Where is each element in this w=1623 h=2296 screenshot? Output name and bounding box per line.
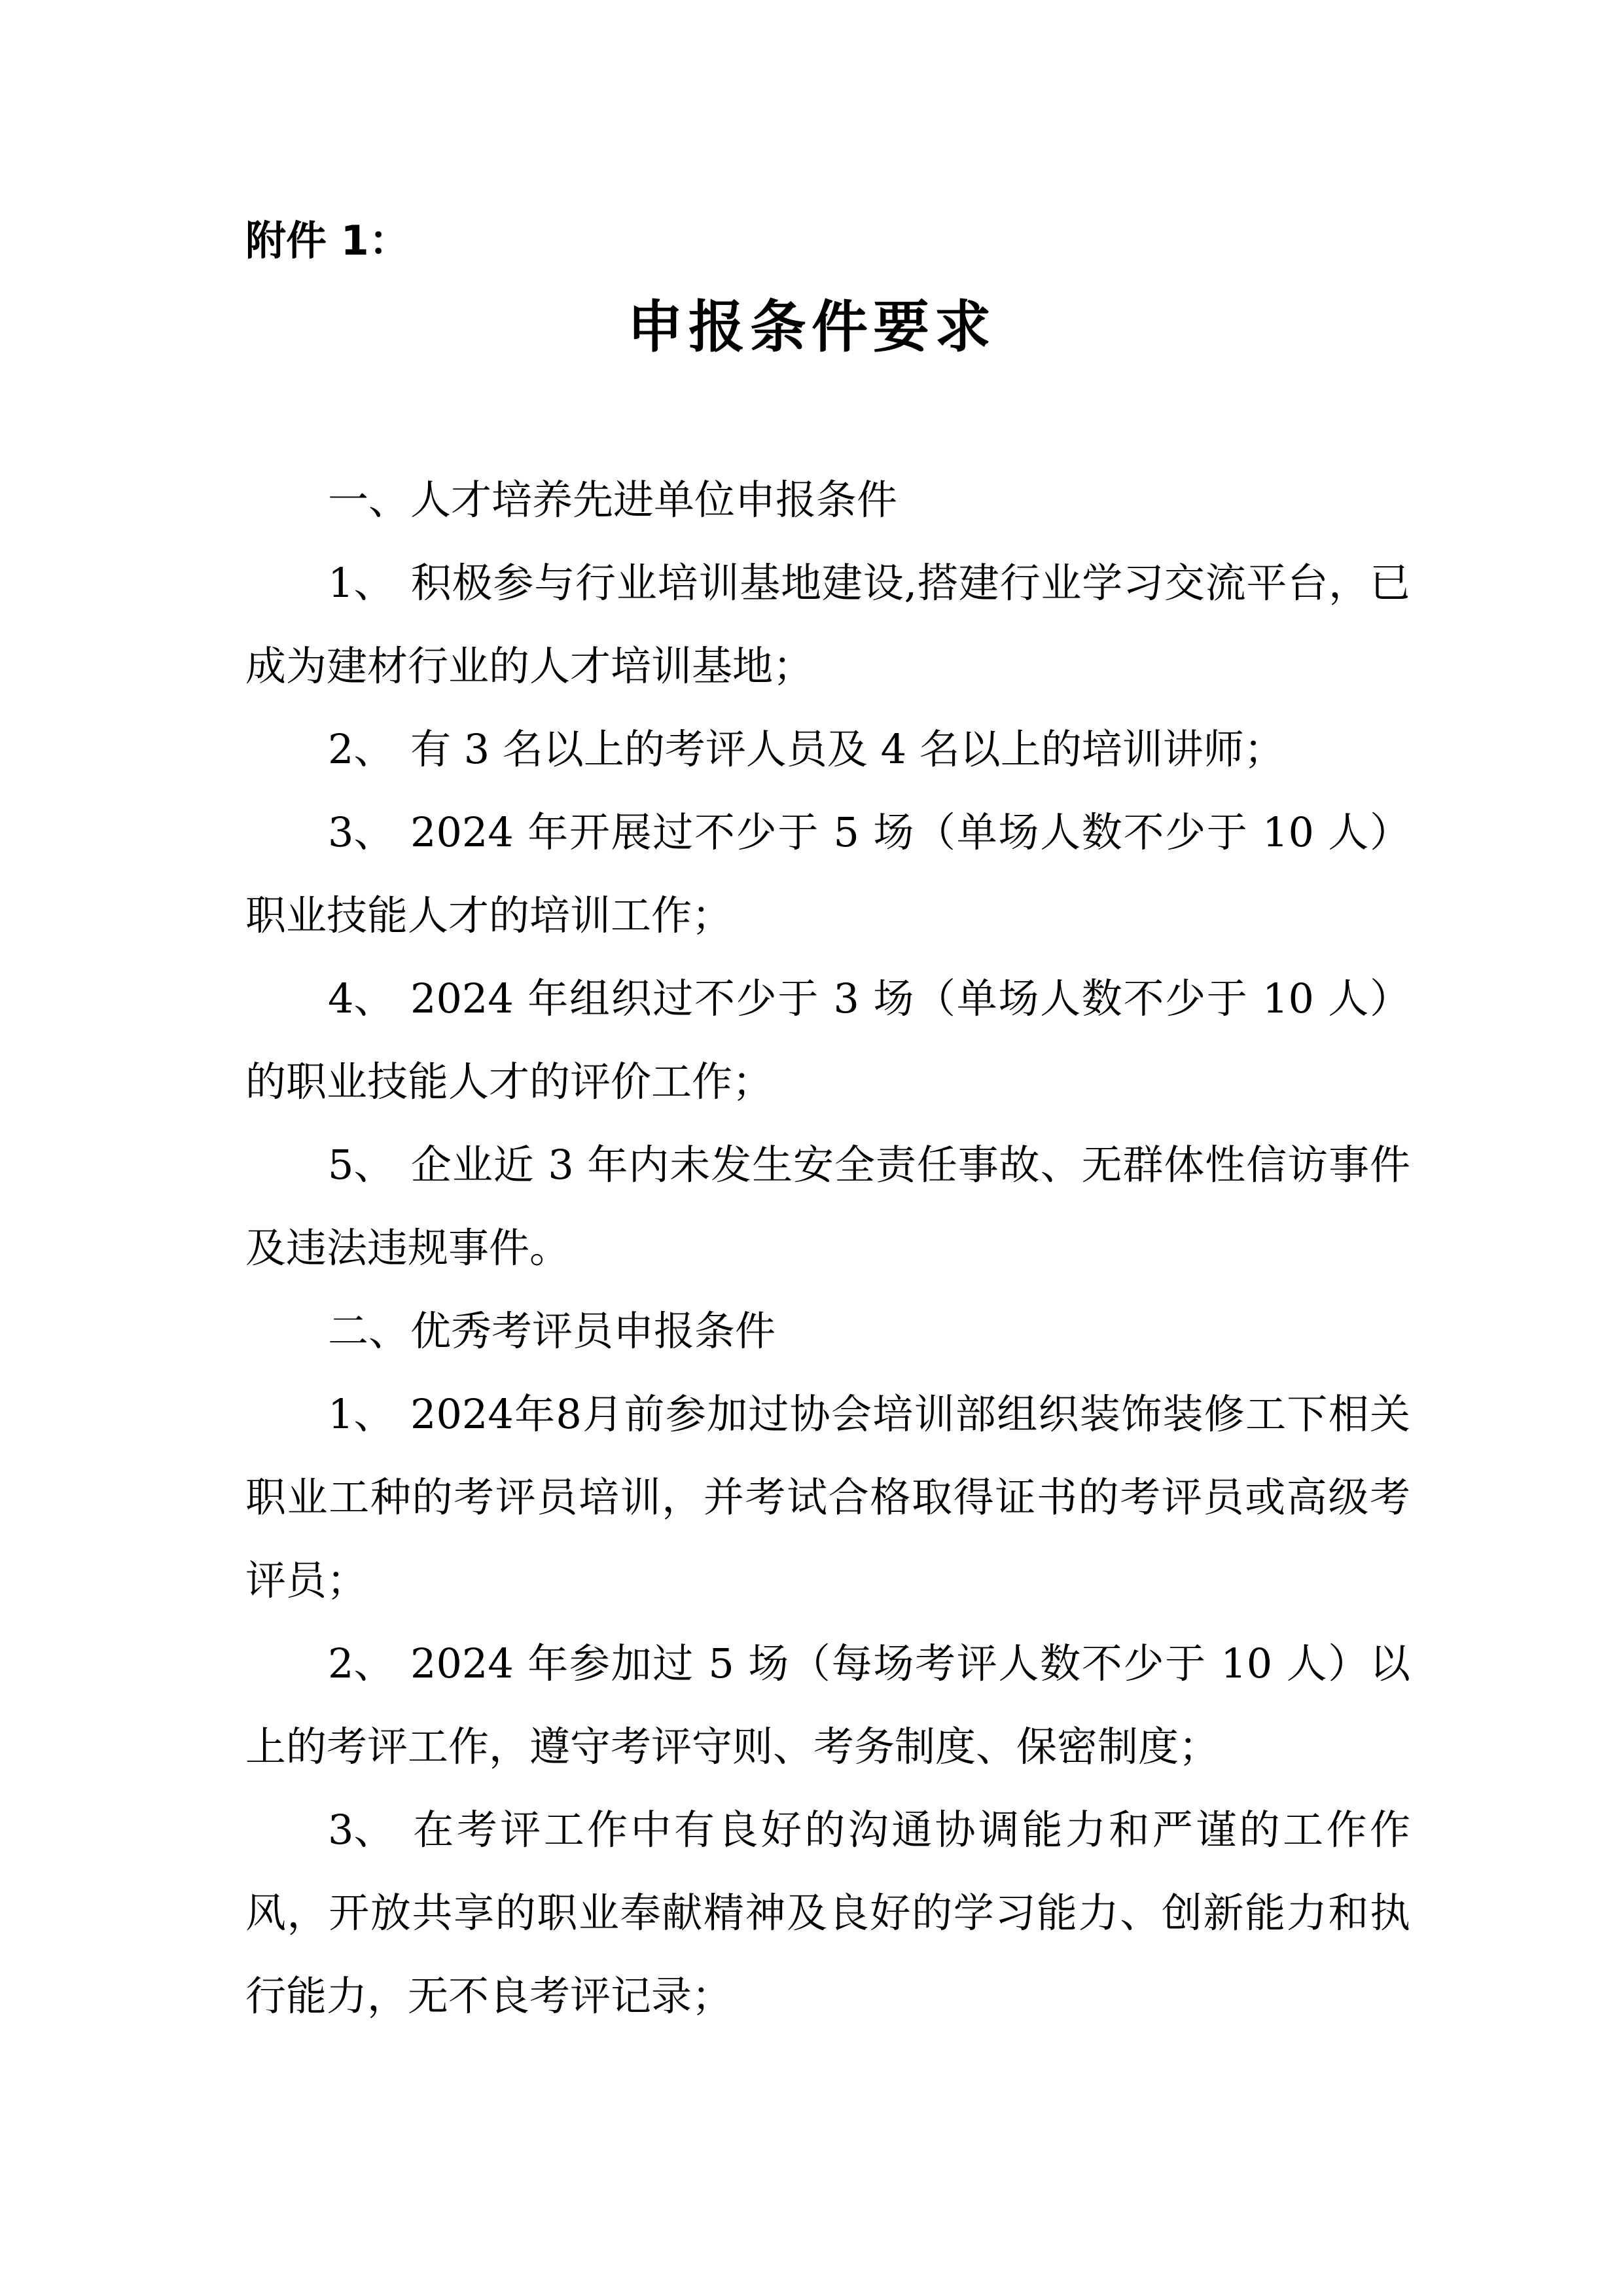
list-item xyxy=(245,1622,1410,1788)
item-number: 1、 xyxy=(328,1390,395,1438)
item-text: 积极参与行业培训基地建设,搭建行业学习交流平台，已成为建材行业的人才培训基地； xyxy=(245,559,1410,690)
document-title: 申报条件要求 xyxy=(627,294,996,360)
item-number: 5、 xyxy=(328,1141,395,1189)
item-number: 2、 xyxy=(328,725,395,773)
list-item xyxy=(245,708,1410,791)
list-item xyxy=(245,1788,1410,2037)
item-number: 3、 xyxy=(328,808,395,856)
item-number: 2、 xyxy=(328,1640,395,1687)
item-number: 1、 xyxy=(328,559,395,607)
list-item xyxy=(245,791,1410,957)
item-text: 2024 年开展过不少于 5 场（单场人数不少于 10 人）职业技能人才的培训工作； xyxy=(245,808,1410,939)
item-text: 在考评工作中有良好的沟通协调能力和严谨的工作作风，开放共享的职业奉献精神及良好的学习能力、创新能力和执行能力，无不良考评记录； xyxy=(245,1806,1410,2020)
section-heading-2 xyxy=(245,1289,1410,1372)
list-item xyxy=(245,1123,1410,1289)
list-item xyxy=(245,957,1410,1123)
item-text: 2024 年参加过 5 场（每场考评人数不少于 10 人）以上的考评工作，遵守考评守则、考务制度、保密制度； xyxy=(245,1640,1410,1770)
item-text: 2024 年组织过不少于 3 场（单场人数不少于 10 人）的职业技能人才的评价工作； xyxy=(245,975,1410,1105)
item-text: 有 3 名以上的考评人员及 4 名以上的培训讲师； xyxy=(410,725,1285,773)
item-number: 4、 xyxy=(328,975,395,1022)
attachment-label: 附件 1： xyxy=(245,217,410,264)
document-body xyxy=(245,458,1410,2037)
item-text: 2024年8月前参加过协会培训部组织装饰装修工下相关职业工种的考评员培训，并考试合格取得证书的考评员或高级考评员； xyxy=(245,1390,1410,1604)
section-heading-1 xyxy=(245,458,1410,541)
item-number: 3、 xyxy=(328,1806,395,1854)
section-number: 二、 xyxy=(328,1307,410,1355)
section-heading-text: 优秀考评员申报条件 xyxy=(410,1307,776,1355)
item-text: 企业近 3 年内未发生安全责任事故、无群体性信访事件及违法违规事件。 xyxy=(245,1141,1410,1272)
section-heading-text: 人才培养先进单位申报条件 xyxy=(410,476,898,524)
section-number: 一、 xyxy=(328,476,410,524)
list-item xyxy=(245,541,1410,708)
list-item xyxy=(245,1372,1410,1622)
